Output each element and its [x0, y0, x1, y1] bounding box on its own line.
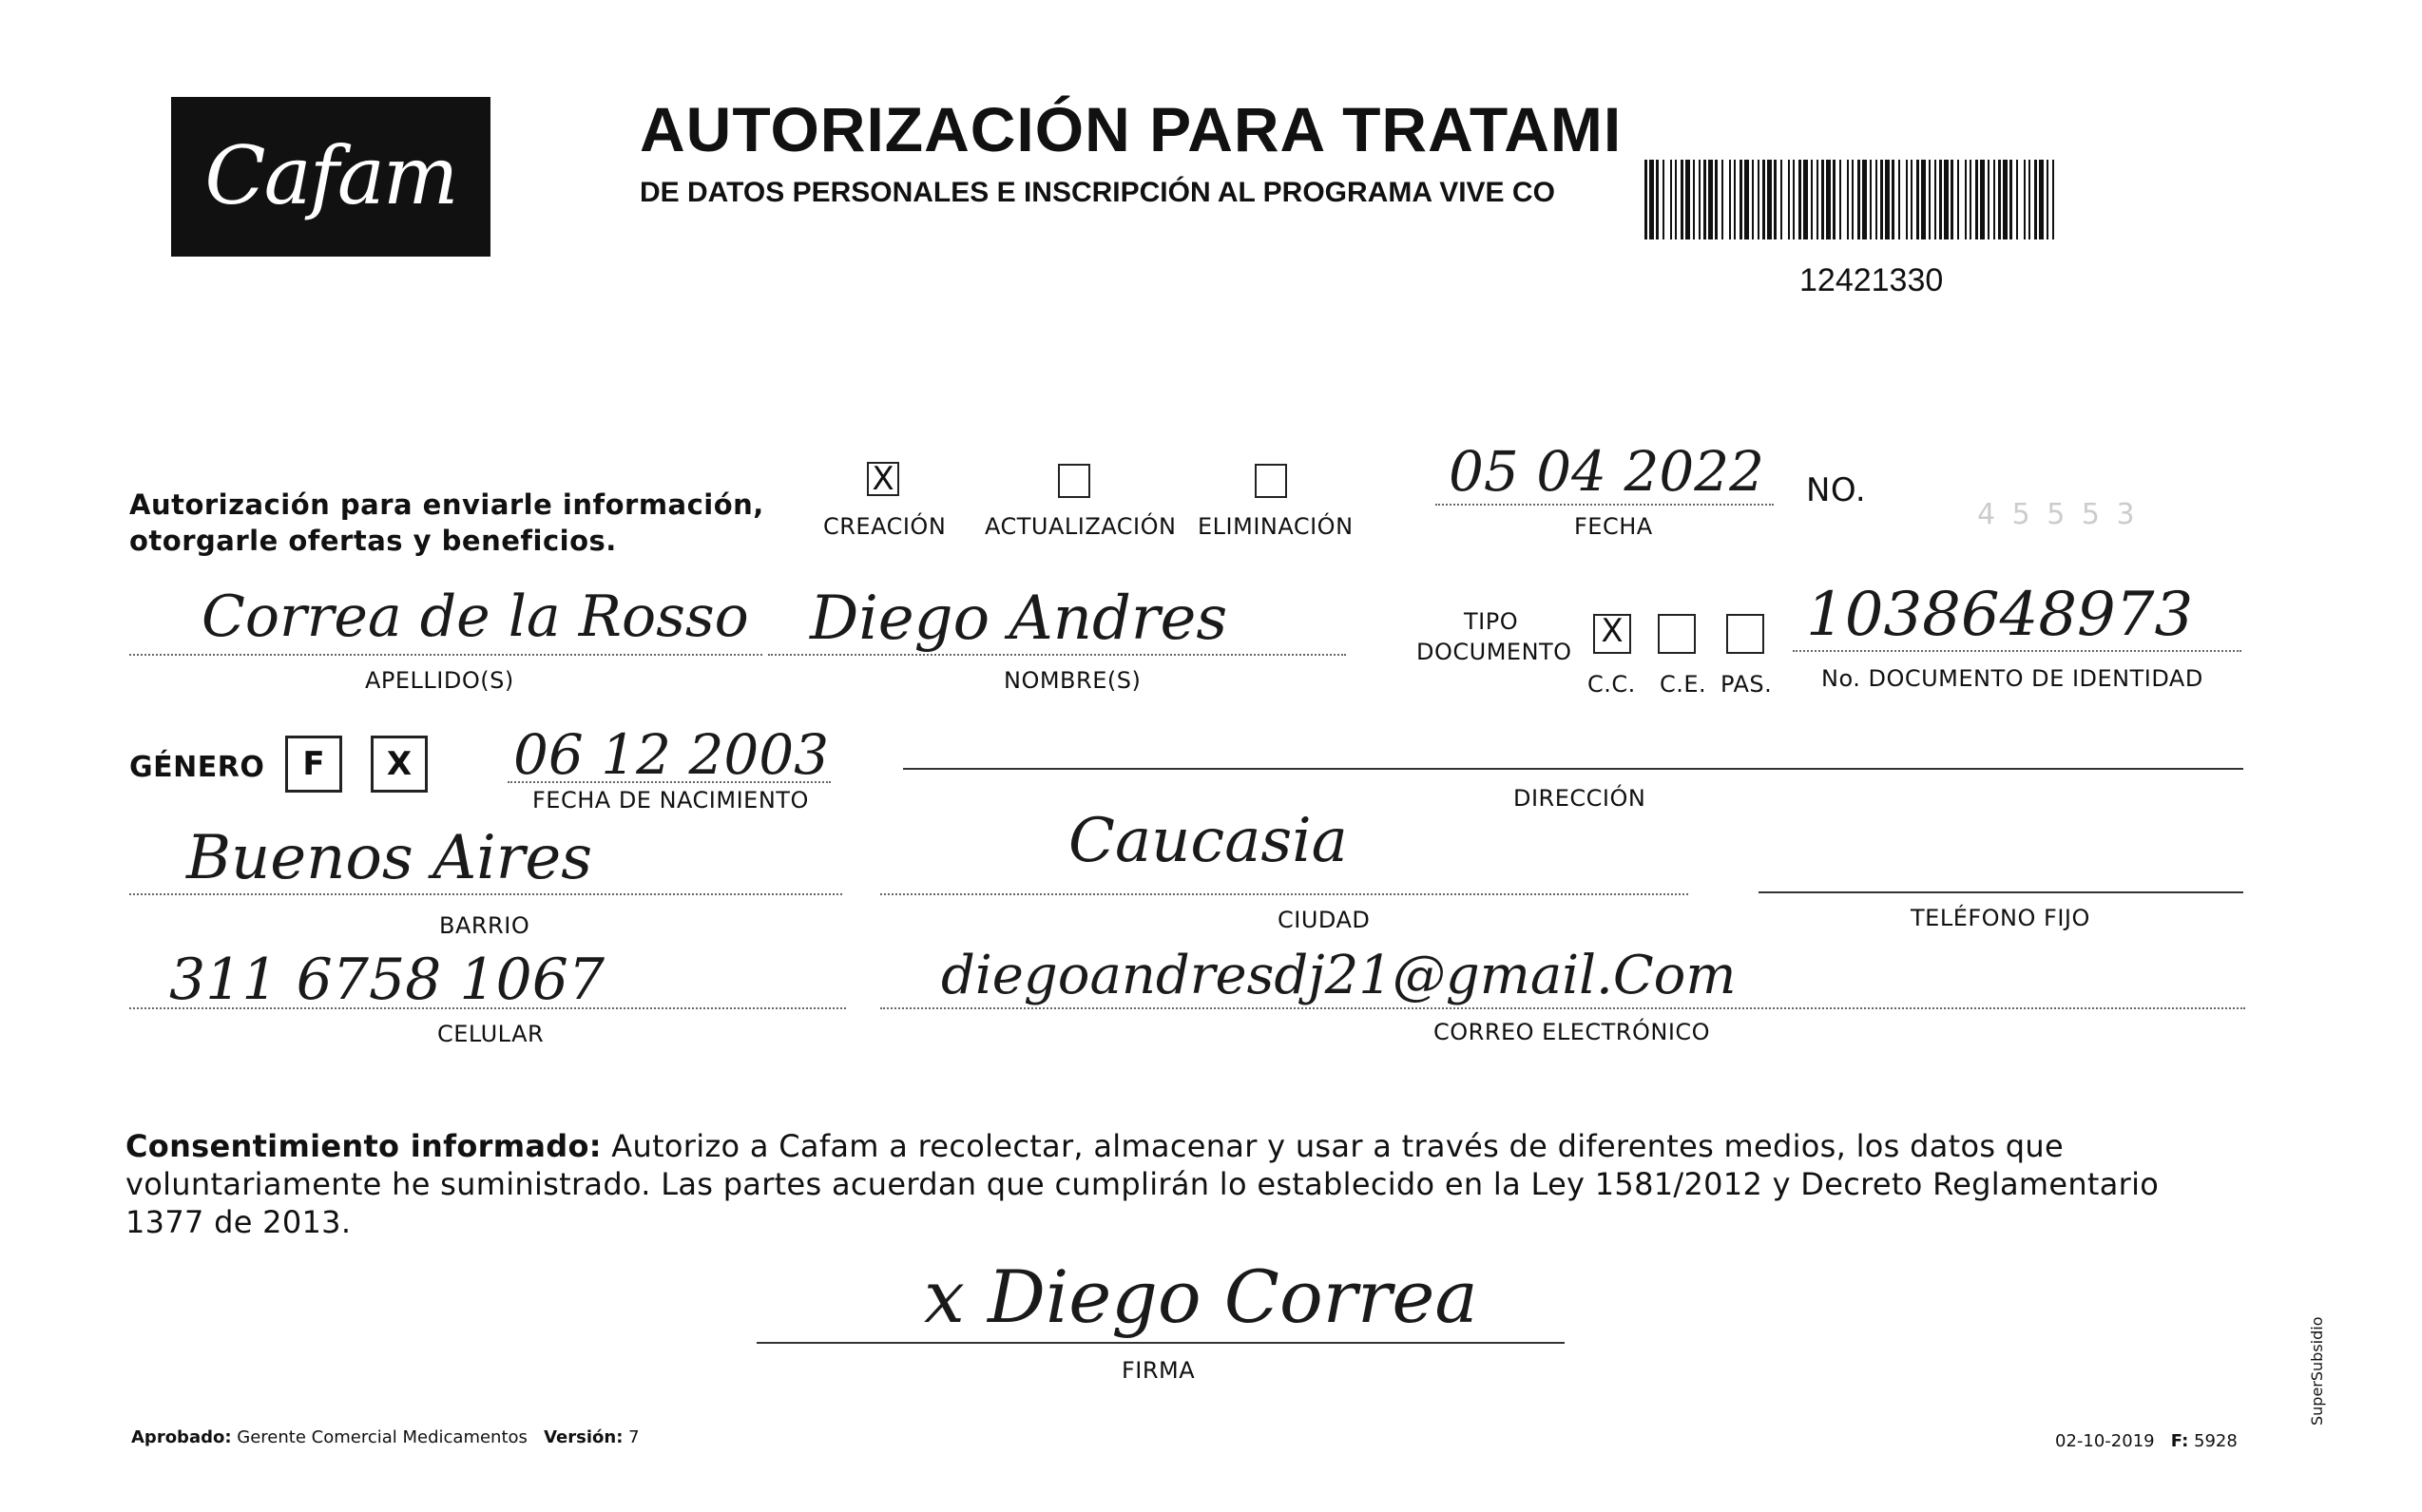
- barcode-bar: [1788, 160, 1790, 239]
- consent-text: [125, 1127, 2236, 1241]
- barcode-bar: [1898, 160, 1900, 239]
- telefono-fijo-label: TELÉFONO FIJO: [1911, 905, 2090, 931]
- barcode-bar: [1675, 160, 1677, 239]
- barcode-bar: [2034, 160, 2037, 239]
- barcode-bar: [1798, 160, 1801, 239]
- barcode-bar: [1816, 160, 1818, 239]
- barcode-bar: [2052, 160, 2054, 239]
- correo-value[interactable]: diegoandresdj21@gmail.Com: [941, 945, 1737, 1006]
- barcode-bar: [1951, 160, 1953, 239]
- barcode-bar: [1980, 160, 1985, 239]
- barcode-bar: [2047, 160, 2048, 239]
- supersubsidio-vertical-text: SuperSubsidio: [2308, 1316, 2326, 1426]
- barcode-bar: [1780, 160, 1782, 239]
- genero-f-label: F: [302, 745, 325, 783]
- barcode-bar: [1988, 160, 1990, 239]
- actualizacion-label: ACTUALIZACIÓN: [985, 513, 1177, 540]
- barcode-bar: [1715, 160, 1718, 239]
- pas-checkbox[interactable]: [1726, 614, 1764, 654]
- barcode-bar: [1957, 160, 1959, 239]
- document-subtitle: DE DATOS PERSONALES E INSCRIPCIÓN AL PROGRAMA VIVE CO: [640, 177, 1555, 208]
- version-value: 7: [628, 1427, 640, 1447]
- no-label: NO.: [1806, 471, 1867, 509]
- barcode-bar: [1656, 160, 1659, 239]
- genero-f-checkbox[interactable]: [285, 736, 342, 793]
- barcode-bar: [1740, 160, 1742, 239]
- barcode-bar: [1721, 160, 1723, 239]
- barcode-bar: [2009, 160, 2012, 239]
- barcode-bar: [1892, 160, 1894, 239]
- barcode-bar: [2028, 160, 2030, 239]
- barcode-bar: [1944, 160, 1949, 239]
- ciudad-value[interactable]: Caucasia: [1068, 806, 1348, 876]
- barcode-bar: [1767, 160, 1772, 239]
- barcode-bar: [1870, 160, 1872, 239]
- barrio-value[interactable]: Buenos Aires: [186, 823, 593, 893]
- barcode-bar: [1670, 160, 1672, 239]
- signature-value[interactable]: x Diego Correa: [924, 1254, 1478, 1339]
- barcode-bar: [1975, 160, 1978, 239]
- celular-value[interactable]: 311 6758 1067: [169, 947, 606, 1013]
- barcode-bar: [1939, 160, 1942, 239]
- barcode: [1644, 160, 2055, 239]
- barcode-bar: [1685, 160, 1690, 239]
- barcode-bar: [1734, 160, 1736, 239]
- barcode-bar: [2039, 160, 2044, 239]
- barcode-bar: [1833, 160, 1836, 239]
- barrio-label: BARRIO: [439, 912, 530, 939]
- barcode-bar: [1762, 160, 1765, 239]
- barcode-bar: [1803, 160, 1808, 239]
- barcode-bar: [2003, 160, 2008, 239]
- ce-label: C.E.: [1660, 671, 1707, 698]
- barcode-bar: [1699, 160, 1701, 239]
- documento-id-label: No. DOCUMENTO DE IDENTIDAD: [1821, 665, 2203, 692]
- correo-label: CORREO ELECTRÓNICO: [1433, 1019, 1711, 1045]
- barcode-bar: [1821, 160, 1824, 239]
- documento-label: DOCUMENTO: [1416, 639, 1572, 665]
- consent-bold: Consentimiento informado:: [125, 1128, 602, 1164]
- barcode-bar: [1649, 160, 1654, 239]
- version-label: Versión:: [544, 1427, 624, 1447]
- barcode-bar: [1744, 160, 1749, 239]
- barcode-number: 12421330: [1799, 262, 1944, 298]
- footer-date: 02-10-2019: [2055, 1431, 2155, 1451]
- barcode-bar: [1929, 160, 1931, 239]
- barcode-bar: [2016, 160, 2018, 239]
- barcode-bar: [1758, 160, 1759, 239]
- cafam-logo: [171, 97, 490, 257]
- aprobado-value: Gerente Comercial Medicamentos: [237, 1427, 528, 1447]
- barcode-bar: [1826, 160, 1831, 239]
- aprobado-label: Aprobado:: [131, 1427, 232, 1447]
- consent-body: Autorizo a Cafam a recolectar, almacenar y usar a través de diferentes medios, los datos que voluntariamente he suministrado. Las partes acuerdan que cumplirán lo establecido en la Ley 1581/2012 y Decreto Reglamentario 1377 de 2013.: [125, 1128, 2160, 1240]
- barcode-bar: [2024, 160, 2026, 239]
- genero-label: GÉNERO: [129, 751, 265, 784]
- eliminacion-checkbox[interactable]: [1255, 464, 1287, 498]
- authorization-text-2: otorgarle ofertas y beneficios.: [129, 525, 617, 557]
- apellidos-label: APELLIDO(S): [365, 667, 514, 694]
- barcode-bar: [1793, 160, 1795, 239]
- barcode-bar: [1857, 160, 1860, 239]
- signature-label: FIRMA: [1122, 1357, 1196, 1384]
- barcode-bar: [1862, 160, 1867, 239]
- barcode-bar: [1911, 160, 1913, 239]
- barcode-bar: [1965, 160, 1967, 239]
- cc-checkbox[interactable]: X: [1593, 614, 1631, 654]
- barcode-bar: [1916, 160, 1919, 239]
- creacion-checkbox[interactable]: X: [867, 462, 899, 496]
- barcode-bar: [1729, 160, 1731, 239]
- fecha-value[interactable]: 05 04 2022: [1449, 439, 1765, 504]
- barcode-bar: [1681, 160, 1683, 239]
- f-label: F:: [2170, 1431, 2189, 1451]
- genero-m-checkbox[interactable]: X: [371, 736, 428, 793]
- barcode-bar: [1693, 160, 1695, 239]
- barcode-bar: [1708, 160, 1713, 239]
- barcode-bar: [1921, 160, 1926, 239]
- barcode-bar: [1875, 160, 1877, 239]
- pas-label: PAS.: [1720, 671, 1773, 698]
- document-title: AUTORIZACIÓN PARA TRATAMI: [640, 94, 1623, 164]
- barcode-bar: [1885, 160, 1890, 239]
- actualizacion-checkbox[interactable]: [1058, 464, 1090, 498]
- logo-text: Cafam: [204, 129, 457, 222]
- barcode-bar: [1752, 160, 1754, 239]
- creacion-label: CREACIÓN: [823, 513, 947, 540]
- barcode-bar: [1703, 160, 1706, 239]
- barcode-bar: [1774, 160, 1777, 239]
- barcode-bar: [1970, 160, 1971, 239]
- fecha-label: FECHA: [1574, 513, 1653, 540]
- barcode-bar: [1839, 160, 1841, 239]
- apellidos-value[interactable]: Correa de la Rosso: [202, 584, 749, 650]
- documento-value[interactable]: 1038648973: [1806, 580, 2194, 650]
- barcode-bar: [1993, 160, 1995, 239]
- barcode-bar: [1906, 160, 1908, 239]
- barcode-bar: [1852, 160, 1854, 239]
- eliminacion-label: ELIMINACIÓN: [1198, 513, 1354, 540]
- nombres-value[interactable]: Diego Andres: [810, 584, 1228, 654]
- no-value: 4 5 5 5 3: [1977, 498, 2139, 531]
- footer-left: [131, 1427, 640, 1447]
- cc-label: C.C.: [1587, 671, 1636, 698]
- ciudad-label: CIUDAD: [1278, 907, 1371, 933]
- tipo-label: TIPO: [1464, 608, 1519, 635]
- barcode-bar: [1811, 160, 1813, 239]
- barcode-bar: [1663, 160, 1664, 239]
- barcode-bar: [1644, 160, 1647, 239]
- ce-checkbox[interactable]: [1658, 614, 1696, 654]
- barcode-bar: [1998, 160, 2001, 239]
- fecha-nacimiento-value[interactable]: 06 12 2003: [513, 722, 830, 787]
- celular-label: CELULAR: [437, 1021, 545, 1047]
- footer-right: [2055, 1431, 2238, 1451]
- barcode-bar: [1847, 160, 1849, 239]
- f-value: 5928: [2194, 1431, 2238, 1451]
- barcode-bar: [1880, 160, 1883, 239]
- fecha-nacimiento-label: FECHA DE NACIMIENTO: [532, 787, 809, 813]
- barcode-bar: [1934, 160, 1936, 239]
- direccion-label: DIRECCIÓN: [1513, 785, 1646, 812]
- authorization-text-1: Autorización para enviarle información,: [129, 488, 764, 521]
- nombres-label: NOMBRE(S): [1004, 667, 1142, 694]
